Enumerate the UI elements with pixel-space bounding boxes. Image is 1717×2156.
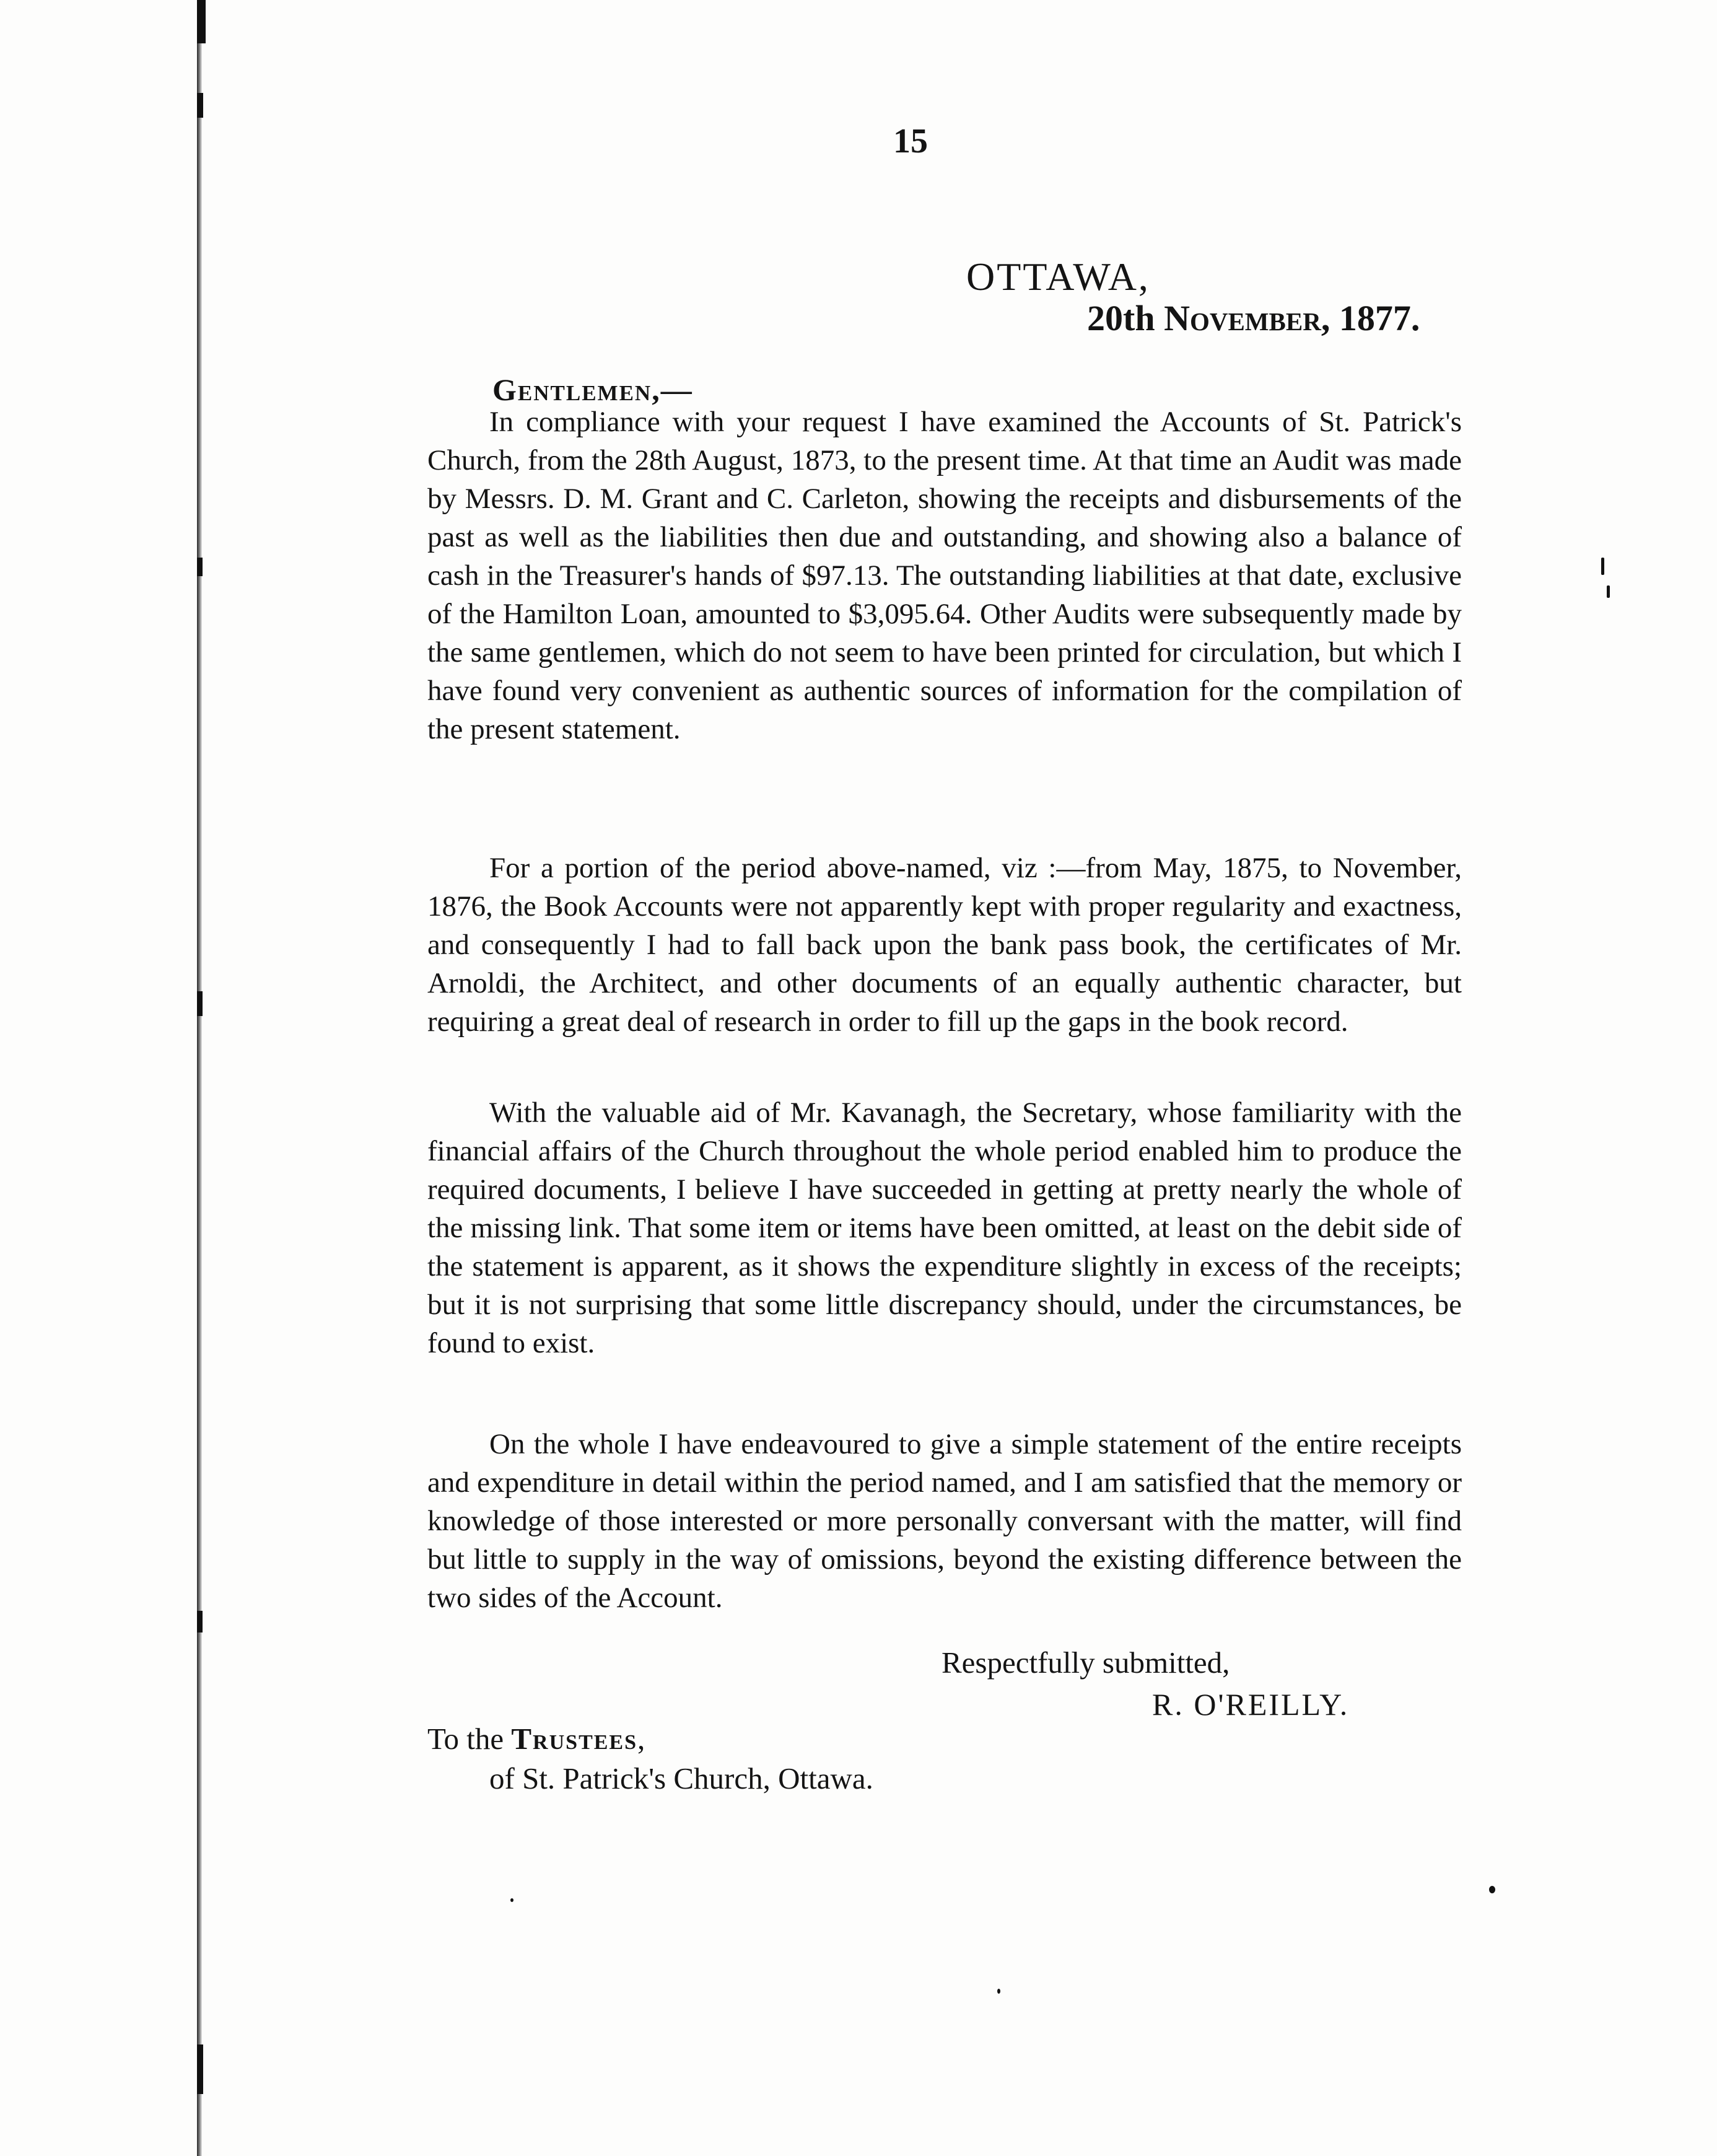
ink-speck [1607,585,1610,598]
margin-mark [197,93,203,118]
margin-mark [197,558,203,576]
salutation: Gentlemen,— [492,372,693,407]
body-paragraph-1: In compliance with your request I have examined the Accounts of St. Patrick's Church, from the 28th August, 1873, to the present time. At that time an Audit was made by Messrs. D. M. Grant and C. Carleton, showing the receipts and disbursements of the past as well as the liabilities then due and outstanding, and showing also a balance of cash in the Treasurer's hands of $97.13. The outstanding liabilities at that date, exclusive of the Hamilton Loan, amounted to $3,095.64. Other Audits were subsequently made by the same gentlemen, which do not seem to have been printed for circulation, but which I have found very convenient as authentic sources of information for the compilation of the present statement. [427,406,1462,745]
date-day: 20th [1087,298,1164,338]
margin-mark [197,1611,203,1632]
margin-mark [197,2044,203,2094]
ink-speck [997,1989,1000,1994]
margin-mark [197,991,203,1016]
addressee-line-2: of St. Patrick's Church, Ottawa. [489,1761,873,1795]
page-binding-edge [197,0,202,2156]
margin-mark [197,0,206,43]
ink-speck [1601,558,1604,575]
addressee-prefix: To the [427,1722,512,1756]
addressee-suffix: , [637,1722,645,1756]
addressee-line-1 [427,1721,645,1756]
closing-line: Respectfully submitted, [942,1645,1230,1680]
body-paragraph-2: For a portion of the period above-named, viz :—from May, 1875, to November, 1876, the Book Accounts were not apparently kept with proper regularity and exactness, and consequently I had to fall back upon the bank pass book, the certificates of Mr. Arnoldi, the Architect, and other documents of an equally authentic character, but requiring a great deal of research in order to fill up the gaps in the book record. [427,852,1462,1038]
ink-speck [510,1898,513,1902]
letter-place: OTTAWA, [966,255,1150,299]
date-year: , 1877. [1321,298,1420,338]
page-number: 15 [893,122,928,160]
body-paragraph-3: With the valuable aid of Mr. Kavanagh, the Secretary, whose familiarity with the financial affairs of the Church throughout the whole period enabled him to produce the required documents, I believe I have succeeded in getting at pretty nearly the whole of the missing link. That some item or items have been omitted, at least on the debit side of the statement is apparent, as it shows the expenditure slightly in excess of the receipts; but it is not surprising that some little discrepancy should, under the circumstances, be found to exist. [427,1097,1462,1359]
signature: R. O'REILLY. [1152,1687,1350,1722]
body-paragraph-4: On the whole I have endeavoured to give a simple statement of the entire receipts and expenditure in detail within the period named, and I am satisfied that the memory or knowledge of those interested or more personally conversant with the matter, will find but little to supply in the way of omissions, beyond the existing difference between the two sides of the Account. [427,1428,1462,1614]
date-month: November [1164,298,1321,338]
ink-speck [1489,1886,1495,1893]
addressee-title: Trustees [511,1722,638,1756]
letter-date [1087,297,1420,339]
